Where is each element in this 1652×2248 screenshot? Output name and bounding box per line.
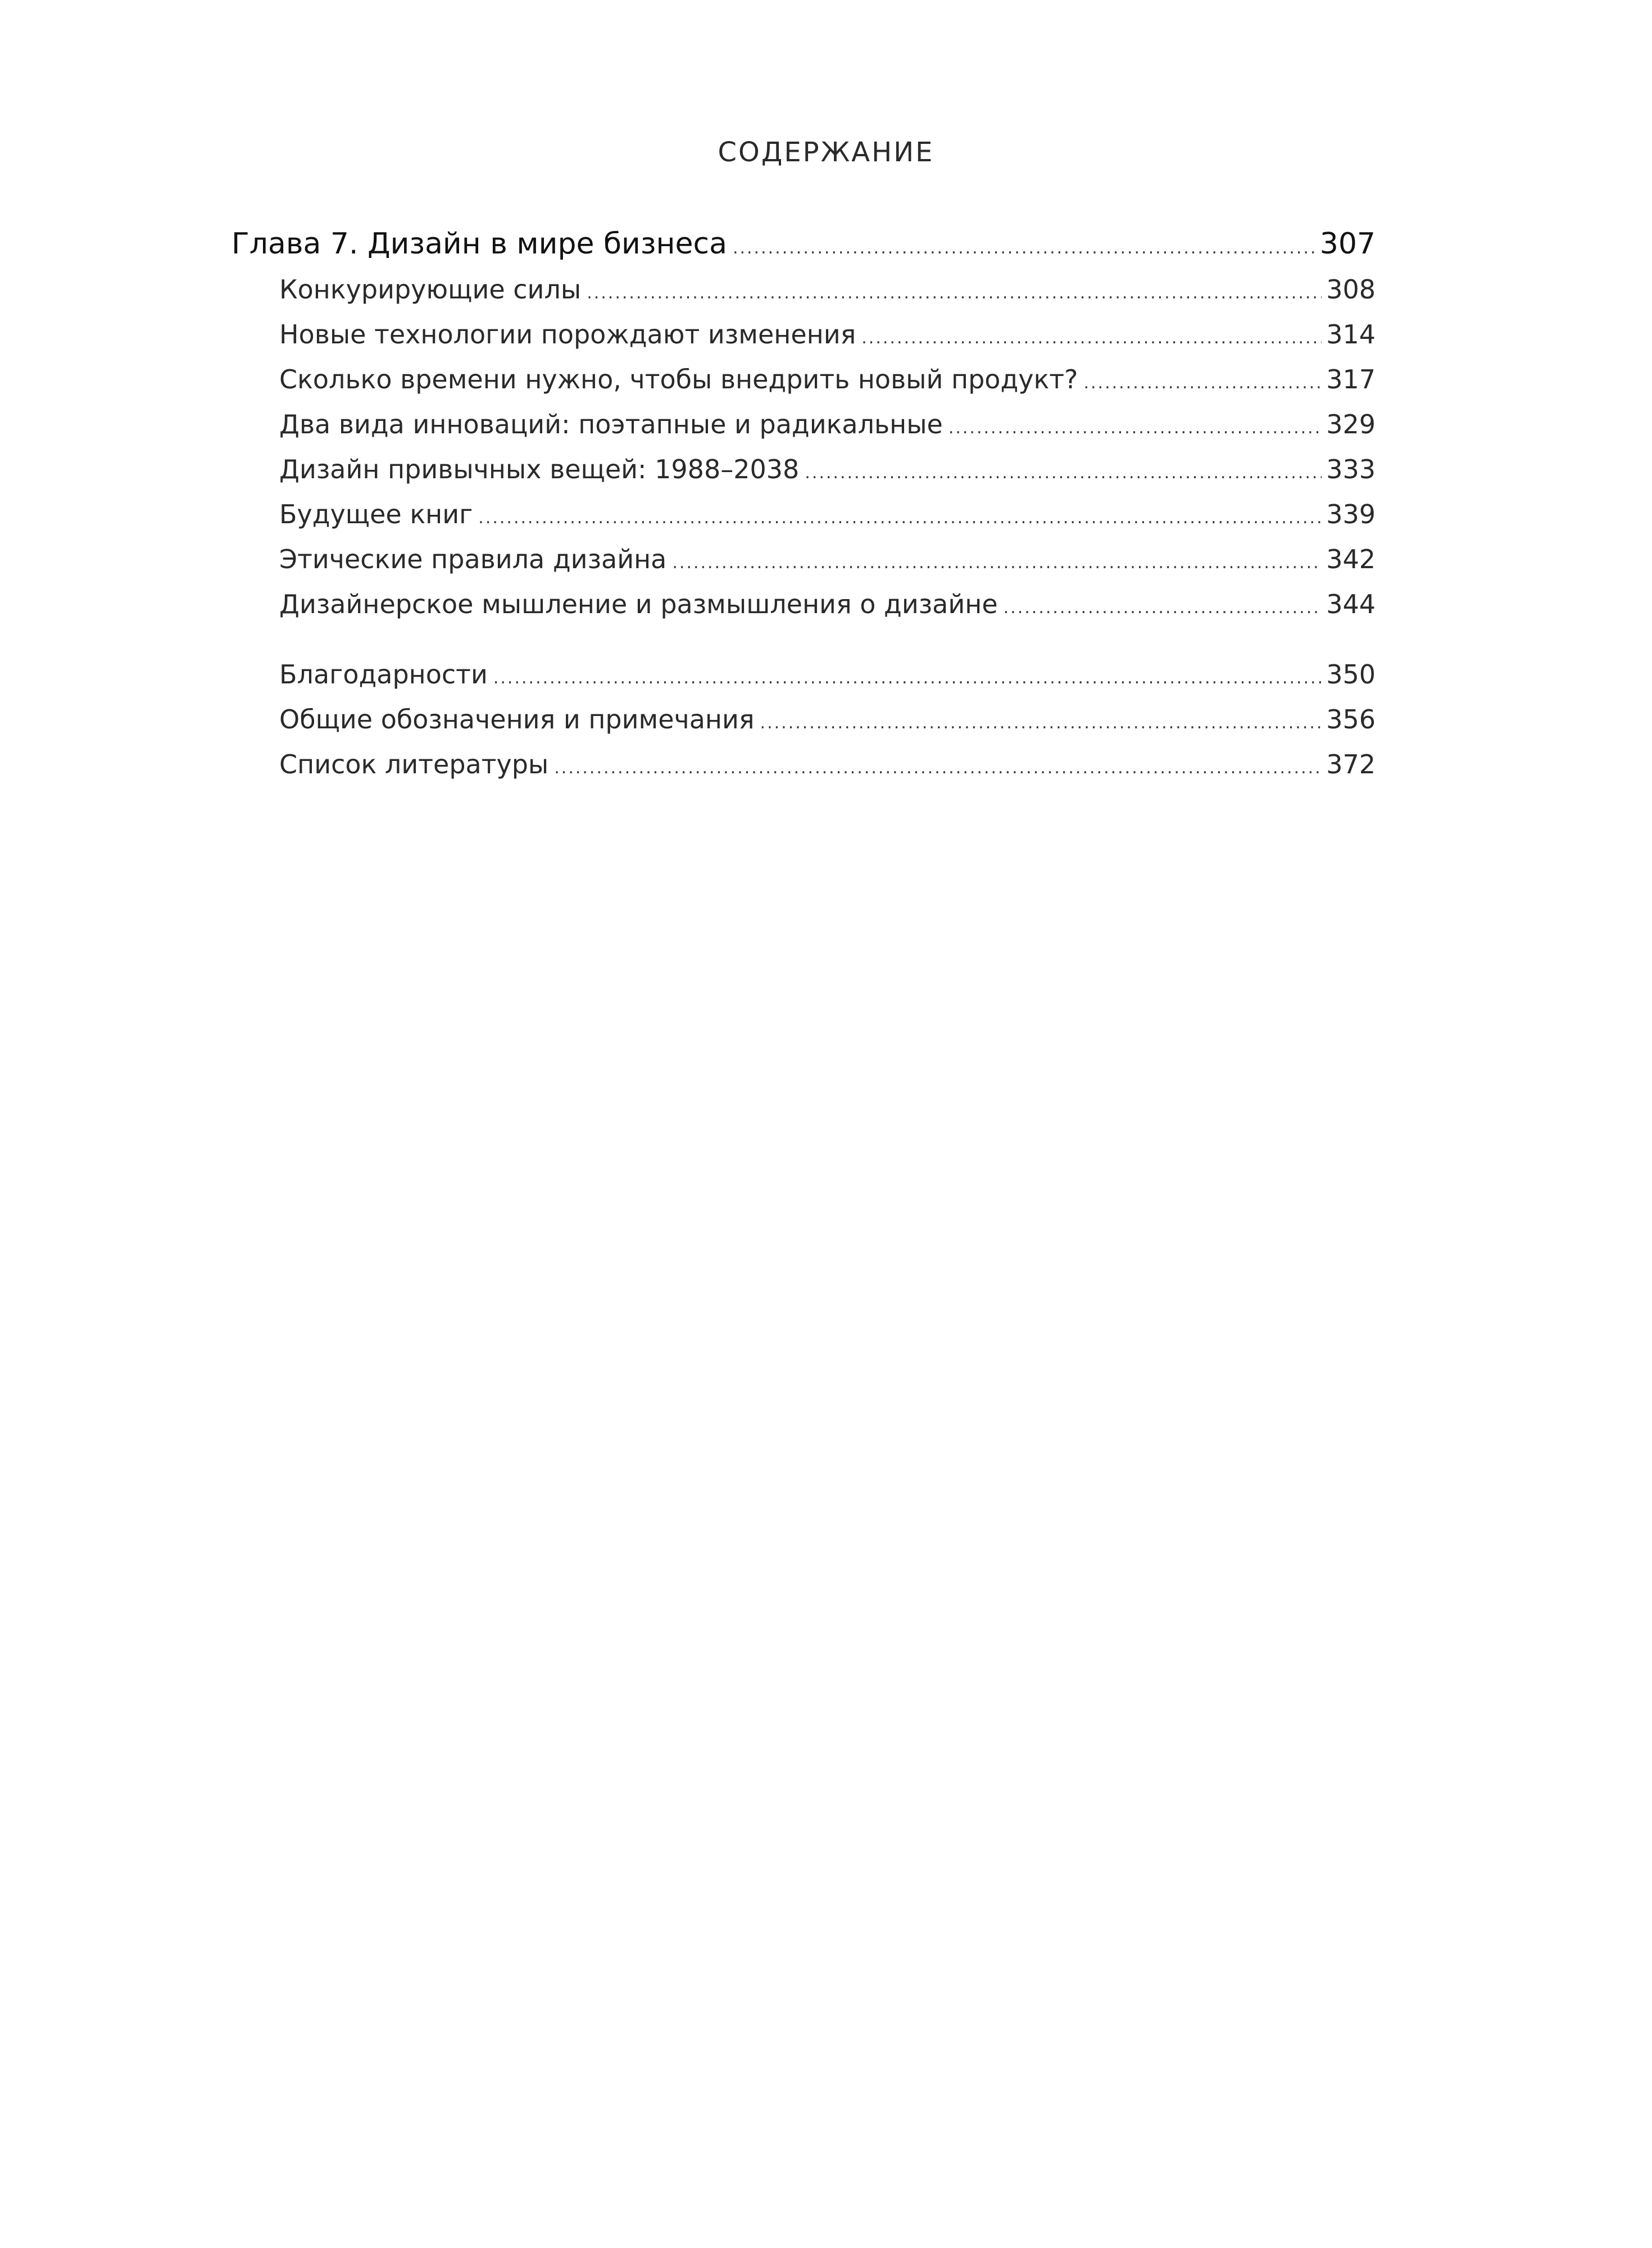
toc-entry-page: 333 bbox=[1326, 454, 1376, 484]
toc-entry-title: Дизайн привычных вещей: 1988–2038 bbox=[279, 454, 800, 484]
toc-section-entry[interactable] bbox=[279, 584, 1376, 624]
toc-entry-title: Два вида инноваций: поэтапные и радикальные bbox=[279, 409, 943, 439]
toc-dot-leader bbox=[733, 229, 1315, 268]
toc-dot-leader bbox=[554, 749, 1322, 788]
toc-entry-title: Будущее книг bbox=[279, 499, 473, 529]
toc-back-matter-entry[interactable] bbox=[279, 700, 1376, 739]
toc-entry-page: 344 bbox=[1326, 589, 1376, 619]
toc-entry-page: 339 bbox=[1326, 499, 1376, 529]
toc-entry-title: Дизайнерское мышление и размышления о дизайне bbox=[279, 589, 998, 619]
toc-entry-title: Общие обозначения и примечания bbox=[279, 704, 755, 735]
toc-entry-page: 307 bbox=[1319, 227, 1376, 261]
toc-entry-page: 329 bbox=[1326, 409, 1376, 439]
toc-entry-title: Благодарности bbox=[279, 659, 488, 690]
toc-entry-page: 308 bbox=[1326, 274, 1376, 305]
toc-dot-leader bbox=[861, 319, 1322, 358]
toc-section-entry[interactable] bbox=[279, 540, 1376, 579]
toc-dot-leader bbox=[478, 498, 1322, 538]
toc-entry-page: 342 bbox=[1326, 544, 1376, 574]
toc-back-matter-entry[interactable] bbox=[279, 745, 1376, 784]
toc-section-entry[interactable] bbox=[279, 495, 1376, 534]
toc-chapter-entry[interactable] bbox=[232, 224, 1376, 264]
toc-section-entry[interactable] bbox=[279, 405, 1376, 444]
toc-dot-leader bbox=[1083, 364, 1322, 403]
toc-dot-leader bbox=[805, 454, 1322, 493]
toc-entry-title: Этические правила дизайна bbox=[279, 544, 667, 574]
toc-entry-title: Конкурирующие силы bbox=[279, 274, 582, 305]
toc-section-entry[interactable] bbox=[279, 270, 1376, 309]
page-title: СОДЕРЖАНИЕ bbox=[718, 137, 934, 168]
toc-dot-leader bbox=[1004, 588, 1322, 628]
toc-section-entry[interactable] bbox=[279, 450, 1376, 489]
toc-dot-leader bbox=[493, 659, 1322, 698]
toc-dot-leader bbox=[587, 274, 1322, 313]
toc-section-entry[interactable] bbox=[279, 360, 1376, 399]
toc-dot-leader bbox=[948, 409, 1322, 448]
toc-entry-title: Новые технологии порождают изменения bbox=[279, 319, 856, 350]
toc-entry-title: Сколько времени нужно, чтобы внедрить новый продукт? bbox=[279, 364, 1078, 395]
toc-entry-page: 314 bbox=[1326, 319, 1376, 350]
toc-dot-leader bbox=[760, 704, 1322, 743]
toc-section-entry[interactable] bbox=[279, 315, 1376, 354]
toc-back-matter-entry[interactable] bbox=[279, 655, 1376, 694]
toc-entry-page: 317 bbox=[1326, 364, 1376, 395]
toc-dot-leader bbox=[672, 543, 1322, 583]
toc-entry-page: 372 bbox=[1326, 749, 1376, 779]
toc-entry-page: 350 bbox=[1326, 659, 1376, 690]
toc-entry-page: 356 bbox=[1326, 704, 1376, 735]
toc-entry-title: Список литературы bbox=[279, 749, 549, 779]
toc-entry-title: Глава 7. Дизайн в мире бизнеса bbox=[232, 227, 727, 261]
